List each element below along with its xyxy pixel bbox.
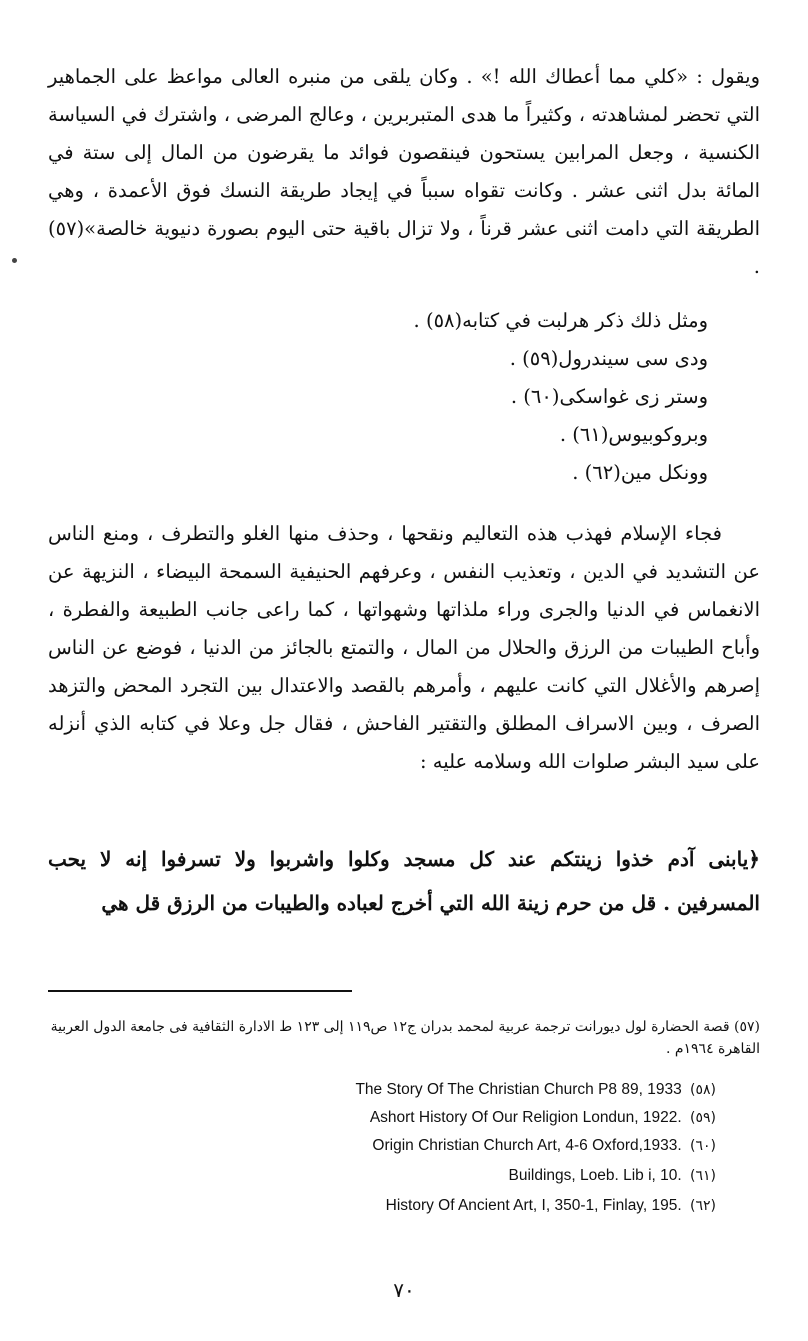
paragraph-1: ويقول : «كلي مما أعطاك الله !» . وكان يلقى من منبره العالى مواعظ على الجماهير التي تحضر لمشاهدته ، وكثيراً ما هدى المتبربرين ، وعالج المرضى ، واشترك في السياسة الكنسية ، وجعل المرابين يستحون فينقصون فوائد ما يقرضون من المال إلى ستة في المائة بدل اثنى عشر . وكانت تقواه سبباً في إيجاد طريقة النسك فوق الأعمدة ، وهي الطريقة التي دامت اثنى عشر قرناً ، ولا تزال باقية حتى اليوم بصورة دنيوية خالصة»(٥٧) . [48, 65, 760, 278]
footnote-number: (٥٨) [690, 1082, 716, 1098]
footnote-62 [386, 1196, 716, 1216]
list-item: وونكل مين(٦٢) . [572, 461, 708, 484]
footnote-number: (٦٢) [690, 1198, 716, 1214]
page-number: ٧٠ [393, 1278, 415, 1302]
footnote-59 [370, 1108, 716, 1128]
reference-list [414, 302, 708, 492]
footnote-text: The Story Of The Christian Church P8 89, 1933 [355, 1081, 682, 1098]
quran-verse: ﴿يابنى آدم خذوا زينتكم عند كل مسجد وكلوا واشربوا ولا تسرفوا إنه لا يحب المسرفين . قل من حرم زينة الله التي أخرج لعباده والطيبات من الرزق قل هي [48, 847, 760, 915]
footnote-number: (٦١) [690, 1168, 716, 1184]
paragraph-2: فجاء الإسلام فهذب هذه التعاليم ونقحها ، وحذف منها الغلو والتطرف ، ومنع الناس عن التشديد في الدين ، وتعذيب النفس ، وعرفهم الحنيفية السمحة البيضاء ، النزيهة عن الانغماس في الدنيا والجرى وراء ملذاتها وشهواتها ، كما راعى جانب الطبيعة والفطرة ، وأباح الطيبات من الرزق والحلال من المال ، والتمتع بالجائز من الدنيا ، فوضع عن الناس إصرهم والأغلال التي كانت عليهم ، وأمرهم بالقصد والاعتدال بين التجرد المحض والتزهد الصرف ، وبين الاسراف المطلق والتقتير الفاحش ، فقال جل وعلا في كتابه الذي أنزله على سيد البشر صلوات الله وسلامه عليه : [48, 522, 760, 773]
margin-dot [12, 258, 17, 263]
footnote-text: History Of Ancient Art, I, 350-1, Finlay, 195. [385, 1197, 682, 1214]
footnote-number: (٦٠) [690, 1138, 716, 1154]
footnote-60 [372, 1136, 716, 1156]
list-item: وبروكوبيوس(٦١) . [559, 423, 708, 446]
footnote-number: (٥٩) [690, 1110, 716, 1126]
footnote-text: Buildings, Loeb. Lib i, 10. [508, 1167, 682, 1184]
footnote-divider [48, 990, 352, 992]
footnote-text: Origin Christian Church Art, 4-6 Oxford,1933. [372, 1137, 682, 1154]
list-item: ومثل ذلك ذكر هرلبت في كتابه(٥٨) . [413, 309, 708, 332]
footnote-text: Ashort History Of Our Religion Londun, 1922. [369, 1109, 682, 1126]
list-item: ودى سى سيندرول(٥٩) . [509, 347, 708, 370]
footnote-61 [509, 1166, 717, 1186]
footnote-58 [355, 1080, 716, 1100]
list-item: وستر زى غواسكى(٦٠) . [510, 385, 708, 408]
footnote-57: (٥٧) قصة الحضارة لول ديورانت ترجمة عربية لمحمد بدران ج١٢ ص١١٩ إلى ١٢٣ ط الادارة الثقافية فى جامعة الدول العربية القاهرة ١٩٦٤م . [50, 1019, 760, 1057]
